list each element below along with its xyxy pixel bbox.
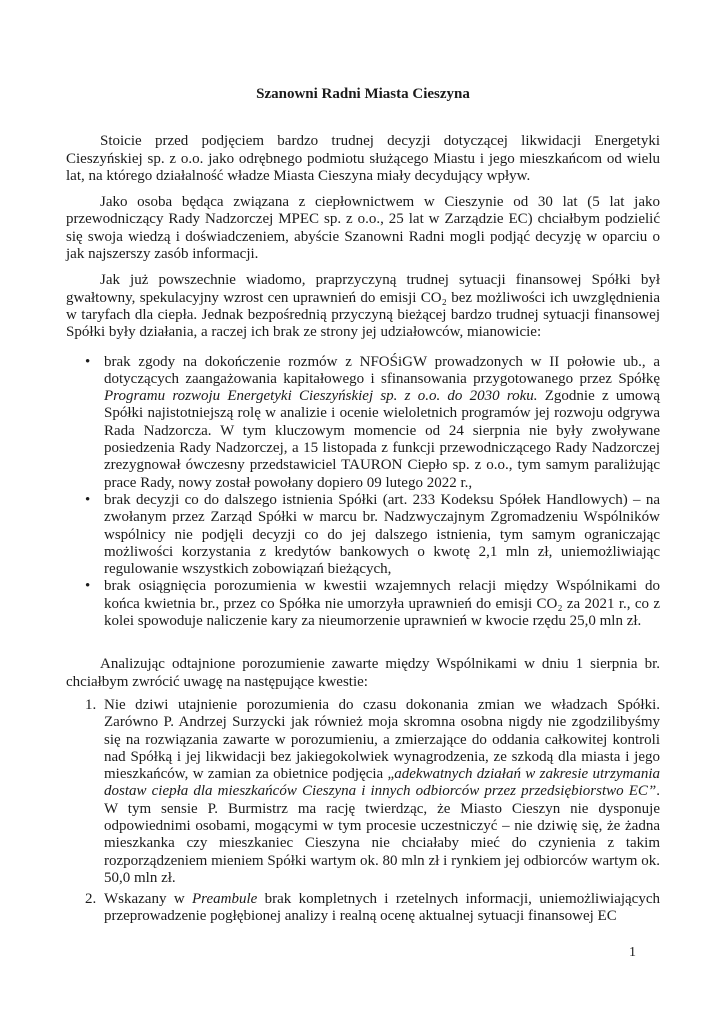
- page-number: 1: [629, 945, 636, 960]
- list-item-text: Nie dziwi utajnienie porozumienia do czasu dokonania zmian we władzach Spółki. Zarówno P. Andrzej Surzycki jak również moja skromna osobna nigdy nie zgodzilibyśmy się na rozwiązania zawarte w porozumieniu, a zmierzające do oddania całkowitej kontroli nad Spółką i jej likwidacji bez jakiegokolwiek wynagrodzenia, ze szkodą dla miasta i jego mieszkańców, w zamian za obietnice podjęcia „adekwatnych działań w zakresie utrzymania dostaw ciepła dla mieszkańców Cieszyna i innych odbiorców przez przedsiębiorstwo EC”. W tym sensie P. Burmistrz ma rację twierdząc, że Miasto Cieszyn nie dysponuje odpowiednimi osobami, mogącymi w tym procesie uczestniczyć – nie dziwię się, że żadna mieszkanka czy mieszkaniec Cieszyna nie chciałaby mieć do czynienia z takim rozporządzeniem mieniem Spółki wartym ok. 80 mln zł i rynkiem jej odbiorców wartym ok. 50,0 mln zł.: [104, 696, 661, 886]
- list-item-text: brak zgody na dokończenie rozmów z NFOŚiGW prowadzonych w II połowie ub., a dotyczących zaangażowania kapitałowego i sfinansowania przygotowanego przez Spółkę Programu rozwoju Energetyki Cieszyńskiej sp. z o.o. do 2030 roku. Zgodnie z umową Spółki najistotniejszą rolę w analizie i ocenie wieloletnich programów jej rozwoju odgrywa Rada Nadzorcza. W tym kluczowym momencie od 24 sierpnia nie były zwoływane posiedzenia Rady Nadzorczej, a 15 listopada z funkcji przewodniczącego Rady Nadzorczej zrezygnował ówczesny przedstawiciel TAURON Ciepło sp. z o.o., tym samym paraliżując prace Rady, nowy został powołany dopiero 09 lutego 2022 r.,: [104, 353, 661, 491]
- list-item: [66, 354, 660, 492]
- analysis-intro-paragraph: Analizując odtajnione porozumienie zawarte między Wspólnikami w dniu 1 sierpnia br. chciałbym zwrócić uwagę na następujące kwestie:: [66, 656, 660, 690]
- list-item-text: brak decyzji co do dalszego istnienia Spółki (art. 233 Kodeksu Spółek Handlowych) – na zwołanym przez Zarząd Spółki w marcu br. Nadzwyczajnym Zgromadzeniu Wspólników wspólnicy nie podjęli decyzji co do jej dalszego istnienia, tym samym ograniczając możliwości korzystania z kredytów bankowych o kwotę 2,1 mln zł, uniemożliwiając regulowanie wszystkich zobowiązań bieżących,: [104, 491, 660, 578]
- cause-bullet-list: [66, 354, 660, 631]
- numbered-point-list: [66, 697, 660, 926]
- list-item-text: brak osiągnięcia porozumienia w kwestii wzajemnych relacji między Wspólnikami do końca kwietnia br., przez co Spółka nie umorzyła uprawnień do emisji CO₂ za 2021 r., co z kolei spowoduje naliczenie kary za nieumorzenie uprawnień w kwocie rzędu 25,0 mln zł.: [104, 578, 660, 630]
- intro-paragraph-3: Jak już powszechnie wiadomo, praprzyczyną trudnej sytuacji finansowej Spółki był gwałtowny, spekulacyjny wzrost cen uprawnień do emisji CO₂ bez możliwości ich uwzględnienia w taryfach dla ciepła. Jednak bezpośrednią przyczyną bieżącej bardzo trudnej sytuacji finansowej Spółki były działania, a raczej ich brak ze strony jej udziałowców, mianowicie:: [66, 272, 660, 341]
- intro-paragraph-1: Stoicie przed podjęciem bardzo trudnej decyzji dotyczącej likwidacji Energetyki Cieszyńskiej sp. z o.o. jako odrębnego podmiotu służącego Miastu i jego mieszkańcom od wielu lat, na którego działalność władze Miasta Cieszyna miały decydujący wpływ.: [66, 133, 660, 184]
- bullet-marker: •: [85, 353, 91, 370]
- number-marker: 1.: [85, 696, 97, 713]
- list-item: [66, 578, 660, 630]
- bullet-marker: •: [85, 578, 91, 595]
- list-item: [66, 492, 660, 578]
- number-marker: 2.: [85, 891, 97, 908]
- intro-paragraph-2: Jako osoba będąca związana z ciepłownictwem w Cieszynie od 30 lat (5 lat jako przewodniczący Rady Nadzorczej MPEC sp. z o.o., 25 lat w Zarządzie EC) chciałbym podzielić się swoja wiedzą i doświadczeniem, abyście Szanowni Radni mogli podjąć decyzję w oparciu o jak najszerszy zasób informacji.: [66, 194, 660, 263]
- document-title: Szanowni Radni Miasta Cieszyna: [256, 86, 470, 102]
- list-item-text: Wskazany w Preambule brak kompletnych i rzetelnych informacji, uniemożliwiających przeprowadzenie pogłębionej analizy i realną ocenę aktualnej sytuacji finansowej EC: [104, 891, 660, 925]
- list-item: [66, 891, 660, 926]
- list-item: [66, 697, 660, 887]
- bullet-marker: •: [85, 491, 91, 508]
